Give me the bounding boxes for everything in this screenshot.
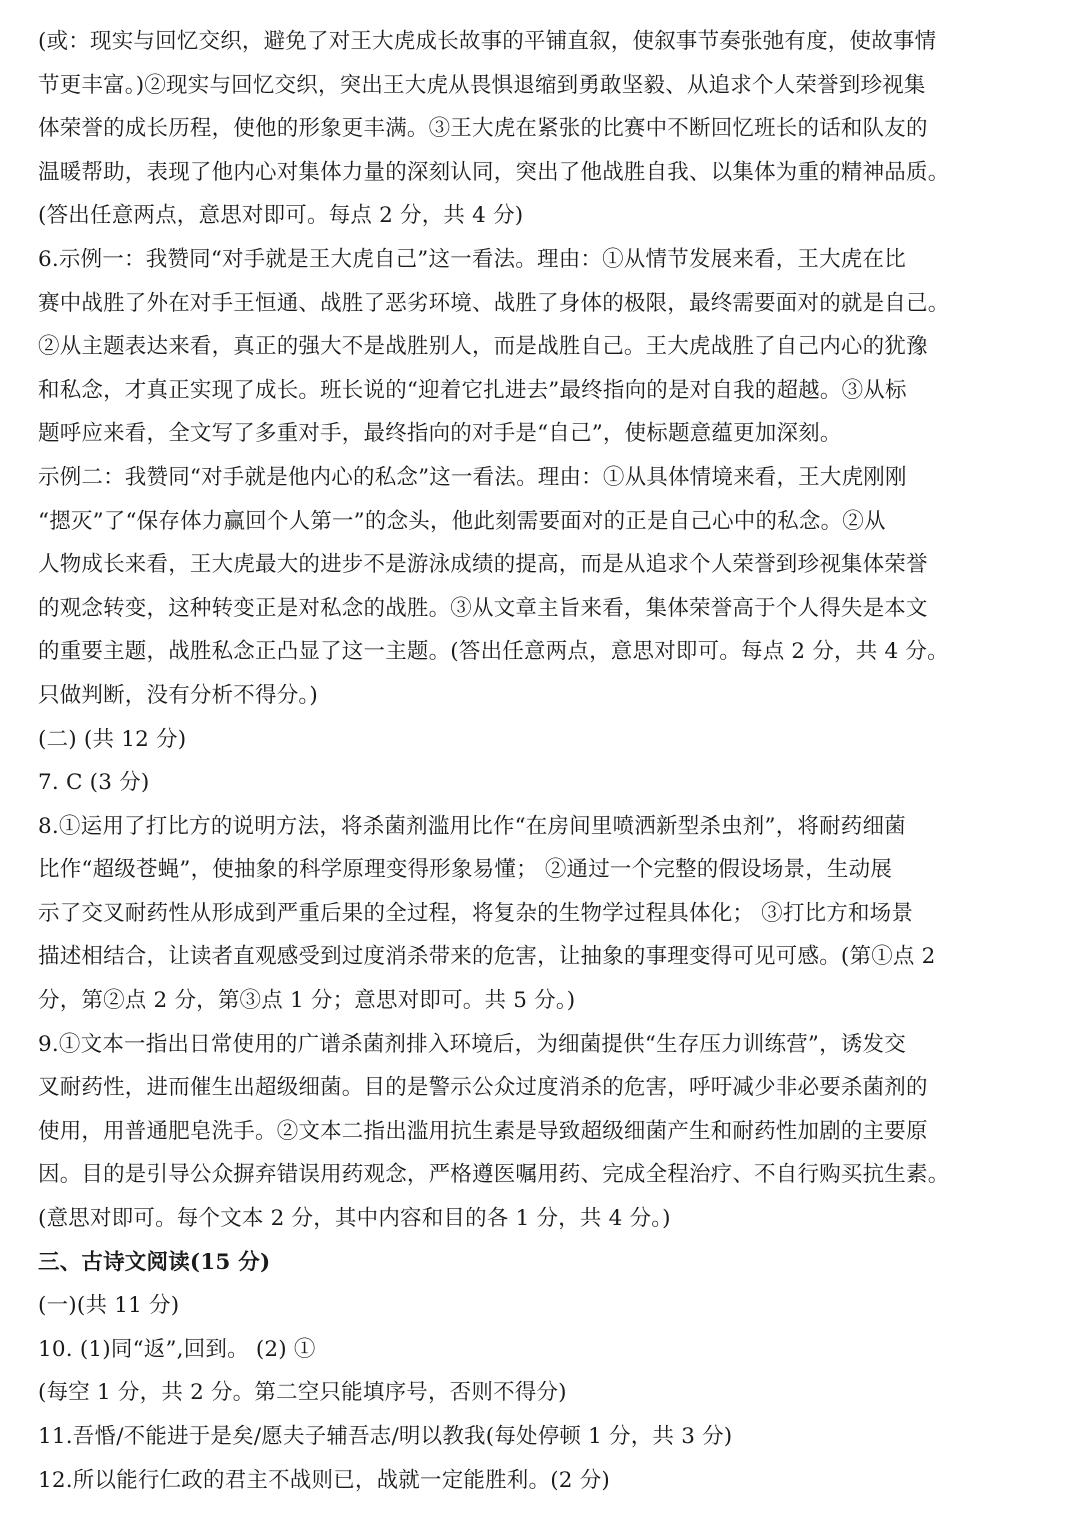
text-line: 示了交叉耐药性从形成到严重后果的全过程，将复杂的生物学过程具体化； ③打比方和场景 bbox=[38, 900, 914, 926]
scoring-note: (每空 1 分，共 2 分。第二空只能填序号，否则不得分) bbox=[38, 1380, 567, 1406]
answer-7-line: 7. C (3 分) bbox=[38, 770, 150, 796]
text-line: ②从主题表达来看，真正的强大不是战胜别人，而是战胜自己。王大虎战胜了自己内心的犹豫 bbox=[38, 334, 928, 360]
text-line: 示例二：我赞同“对手就是他内心的私念”这一看法。理由：①从具体情境来看，王大虎刚刚 bbox=[38, 464, 907, 490]
text-line: 和私念，才真正实现了成长。班长说的“迎着它扎进去”最终指向的是对自我的超越。③从标 bbox=[38, 377, 907, 403]
scoring-note: (答出任意两点，意思对即可。每点 2 分，共 4 分) bbox=[38, 203, 524, 229]
text-line: “摁灭”了“保存体力赢回个人第一”的念头，他此刻需要面对的正是自己心中的私念。②从 bbox=[38, 508, 886, 534]
answer-10-line: 10. (1)同“返”,回到。 (2) ① bbox=[38, 1336, 316, 1362]
text-line: (或：现实与回忆交织，避免了对王大虎成长故事的平铺直叙，使叙事节奏张弛有度，使故事情 bbox=[38, 29, 937, 54]
answer-11-line: 11.吾惛/不能进于是矣/愿夫子辅吾志/明以教我(每处停顿 1 分，共 3 分) bbox=[38, 1424, 733, 1449]
text-line: 叉耐药性，进而催生出超级细菌。目的是警示公众过度消杀的危害，呼吁减少非必要杀菌剂的 bbox=[38, 1075, 928, 1101]
answer-8-line: 8.①运用了打比方的说明方法，将杀菌剂滥用比作“在房间里喷洒新型杀虫剂”，将耐药细菌 bbox=[38, 813, 906, 839]
text-line: 体荣誉的成长历程，使他的形象更丰满。③王大虎在紧张的比赛中不断回忆班长的话和队友的 bbox=[38, 116, 928, 142]
answer-9-line: 9.①文本一指出日常使用的广谱杀菌剂排入环境后，为细菌提供“生存压力训练营”，诱发交 bbox=[38, 1031, 906, 1057]
text-line: 比作“超级苍蝇”，使抽象的科学原理变得形象易懂； ②通过一个完整的假设场景，生动展 bbox=[38, 857, 893, 883]
answer-6-line: 6.示例一：我赞同“对手就是王大虎自己”这一看法。理由：①从情节发展来看，王大虎在比 bbox=[38, 246, 906, 272]
text-line: 节更丰富。)②现实与回忆交织，突出王大虎从畏惧退缩到勇敢坚毅、从追求个人荣誉到珍视集 bbox=[38, 72, 926, 98]
section-heading: 三、古诗文阅读(15 分) bbox=[38, 1249, 271, 1275]
section-subheading: (二) (共 12 分) bbox=[38, 726, 187, 752]
scoring-note: 分，第②点 2 分，第③点 1 分；意思对即可。共 5 分。) bbox=[38, 988, 576, 1014]
scoring-note: 只做判断，没有分析不得分。) bbox=[38, 682, 318, 708]
text-line: 赛中战胜了外在对手王恒通、战胜了恶劣环境、战胜了身体的极限，最终需要面对的就是自己。 bbox=[38, 290, 950, 316]
text-line: 描述相结合，让读者直观感受到过度消杀带来的危害，让抽象的事理变得可见可感。(第①点 2 bbox=[38, 944, 936, 970]
text-line: 的重要主题，战胜私念正凸显了这一主题。(答出任意两点，意思对即可。每点 2 分，共 4 分。 bbox=[38, 639, 949, 665]
answer-key-page bbox=[38, 20, 1046, 1502]
text-line: 的观念转变，这种转变正是对私念的战胜。③从文章主旨来看，集体荣誉高于个人得失是本文 bbox=[38, 595, 928, 621]
section-subheading: (一)(共 11 分) bbox=[38, 1293, 180, 1319]
text-line: 题呼应来看，全文写了多重对手，最终指向的对手是“自己”，使标题意蕴更加深刻。 bbox=[38, 421, 842, 447]
text-line: 人物成长来看，王大虎最大的进步不是游泳成绩的提高，而是从追求个人荣誉到珍视集体荣誉 bbox=[38, 552, 928, 578]
scoring-note: (意思对即可。每个文本 2 分，其中内容和目的各 1 分，共 4 分。) bbox=[38, 1206, 671, 1232]
text-line: 因。目的是引导公众摒弃错误用药观念，严格遵医嘱用药、完成全程治疗、不自行购买抗生素。 bbox=[38, 1162, 950, 1188]
text-line: 使用，用普通肥皂洗手。②文本二指出滥用抗生素是导致超级细菌产生和耐药性加剧的主要原 bbox=[38, 1118, 928, 1144]
text-line: 温暖帮助，表现了他内心对集体力量的深刻认同，突出了他战胜自我、以集体为重的精神品质。 bbox=[38, 159, 950, 185]
answer-12-line: 12.所以能行仁政的君主不战则已，战就一定能胜利。(2 分) bbox=[38, 1467, 610, 1493]
